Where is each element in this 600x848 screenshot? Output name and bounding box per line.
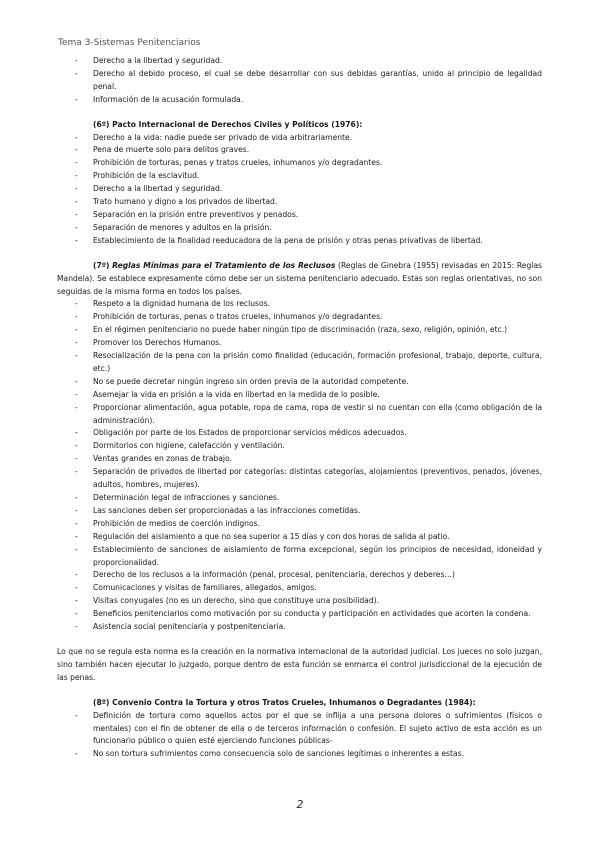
list-item: - Visitas conyugales (no es un derecho, sino que constituye una posibilidad).	[57, 595, 542, 608]
convencion-list	[57, 710, 542, 762]
reglas-title: Reglas Mínimas para el Tratamiento de los Reclusos	[112, 260, 336, 270]
list-item: - En el régimen penitenciario no puede haber ningún tipo de discriminación (raza, sexo, religión, opinión, etc.)	[57, 324, 542, 337]
page-header: Tema 3-Sistemas Penitenciarios	[58, 38, 201, 48]
reglas-paragraph	[57, 260, 542, 299]
list-item: - Comunicaciones y visitas de familiares, allegados, amigos.	[57, 582, 542, 595]
convencion-heading: (8º) Convenio Contra la Tortura y otros Tratos Crueles, Inhumanos o Degradantes (1984):	[93, 697, 476, 707]
list-item: - Prohibición de torturas, penas y tratos crueles, inhumanos y/o degradantes.	[57, 157, 542, 170]
list-item: - Derecho al debido proceso, el cual se debe desarrollar con sus debidas garantías, unido al principio de legalidad penal.	[57, 68, 542, 94]
list-item: - Separación de privados de libertad por categorías: distintas categorías, alojamientos (preventivos, penados, jóvenes, adultos, hombres, mujeres).	[57, 466, 542, 492]
page-content	[57, 55, 542, 761]
list-item: - Regulación del aislamiento a que no sea superior a 15 días y con dos horas de salida al patio.	[57, 531, 542, 544]
list-item: - Dormitorios con higiene, calefacción y ventilación.	[57, 440, 542, 453]
list-item: - Prohibición de torturas, penas o tratos crueles, inhumanos y/o degradantes.	[57, 311, 542, 324]
reglas-list	[57, 298, 542, 634]
list-item: - No son tortura sufrimientos como consecuencia solo de sanciones legítimas o inherentes a estas.	[57, 748, 542, 761]
list-item: - Trato humano y digno a los privados de libertad.	[57, 196, 542, 209]
pacto-heading: (6º) Pacto Internacional de Derechos Civiles y Políticos (1976):	[93, 119, 363, 129]
list-item: - Establecimiento de la finalidad reeducadora de la pena de prisión y otras penas privativas de libertad.	[57, 235, 542, 248]
list-item: - Derecho de los reclusos a la información (penal, procesal, penitenciaria, derechos y deberes…)	[57, 569, 542, 582]
list-item: - Prohibición de la esclavitud.	[57, 170, 542, 183]
list-item: - Ventas grandes en zonas de trabajo.	[57, 453, 542, 466]
list-item: - Separación en la prisión entre preventivos y penados.	[57, 209, 542, 222]
judicial-paragraph: Lo que no se regula esta norma es la creación en la normativa internacional de la autoridad judicial. Los jueces no solo juzgan, sino también hacen ejecutar lo juzgado, porque dentro de esta función se enmarca el control jurisdiccional de la ejecución de las penas.	[57, 646, 542, 682]
list-item: - Información de la acusación formulada.	[57, 94, 542, 107]
list-item: - Establecimiento de sanciones de aislamiento de forma excepcional, según los principios de necesidad, idoneidad y proporcionalidad.	[57, 544, 542, 570]
page-number: 2	[296, 798, 304, 811]
list-item: - Asemejar la vida en prisión a la vida en libertad en la medida de lo posible.	[57, 389, 542, 402]
list-item: - Proporcionar alimentación, agua potable, ropa de cama, ropa de vestir si no cuentan con ella (como obligación de la administración).	[57, 402, 542, 428]
list-item: - Derecho a la libertad y seguridad.	[57, 55, 542, 68]
reglas-text: (Reglas de Ginebra (1955) revisadas en 2015: Reglas Mandela). Se establece expresamente cómo debe ser un sistema penitenciario adecuado. Estas son reglas orientativas, no son seguidas de la misma forma en todos los países.	[57, 260, 542, 296]
intro-list	[57, 55, 542, 107]
list-item: - Pena de muerte solo para delitos graves.	[57, 144, 542, 157]
list-item: - Asistencia social penitenciaria y postpenitenciaria.	[57, 621, 542, 634]
list-item: - Las sanciones deben ser proporcionadas a las infracciones cometidas.	[57, 505, 542, 518]
list-item: - Beneficios penitenciarios como motivación por su conducta y participación en actividades que acorten la condena.	[57, 608, 542, 621]
list-item: - Derecho a la libertad y seguridad.	[57, 183, 542, 196]
reglas-number: (7º)	[93, 260, 110, 270]
list-item: - Resocialización de la pena con la prisión como finalidad (educación, formación profesional, trabajo, deporte, cultura, etc.)	[57, 350, 542, 376]
list-item: - No se puede decretar ningún ingreso sin orden previa de la autoridad competente.	[57, 376, 542, 389]
list-item: - Obligación por parte de los Estados de proporcionar servicios médicos adecuados.	[57, 427, 542, 440]
list-item: - Prohibición de medios de coerción indignos.	[57, 518, 542, 531]
list-item: - Derecho a la vida: nadie puede ser privado de vida arbitrariamente.	[57, 132, 542, 145]
list-item: - Promover los Derechos Humanos.	[57, 337, 542, 350]
list-item: - Definición de tortura como aquellos actos por el que se inflija a una persona dolores o sufrimientos (físicos o mentales) con el fin de obtener de ella o de terceros información o confesión. El sujeto activo de esta acción es un funcionario público o quien esté ejerciendo funciones públicas-	[57, 710, 542, 749]
list-item: - Respeto a la dignidad humana de los reclusos.	[57, 298, 542, 311]
list-item: - Determinación legal de infracciones y sanciones.	[57, 492, 542, 505]
pacto-list	[57, 132, 542, 248]
list-item: - Separación de menores y adultos en la prisión.	[57, 222, 542, 235]
